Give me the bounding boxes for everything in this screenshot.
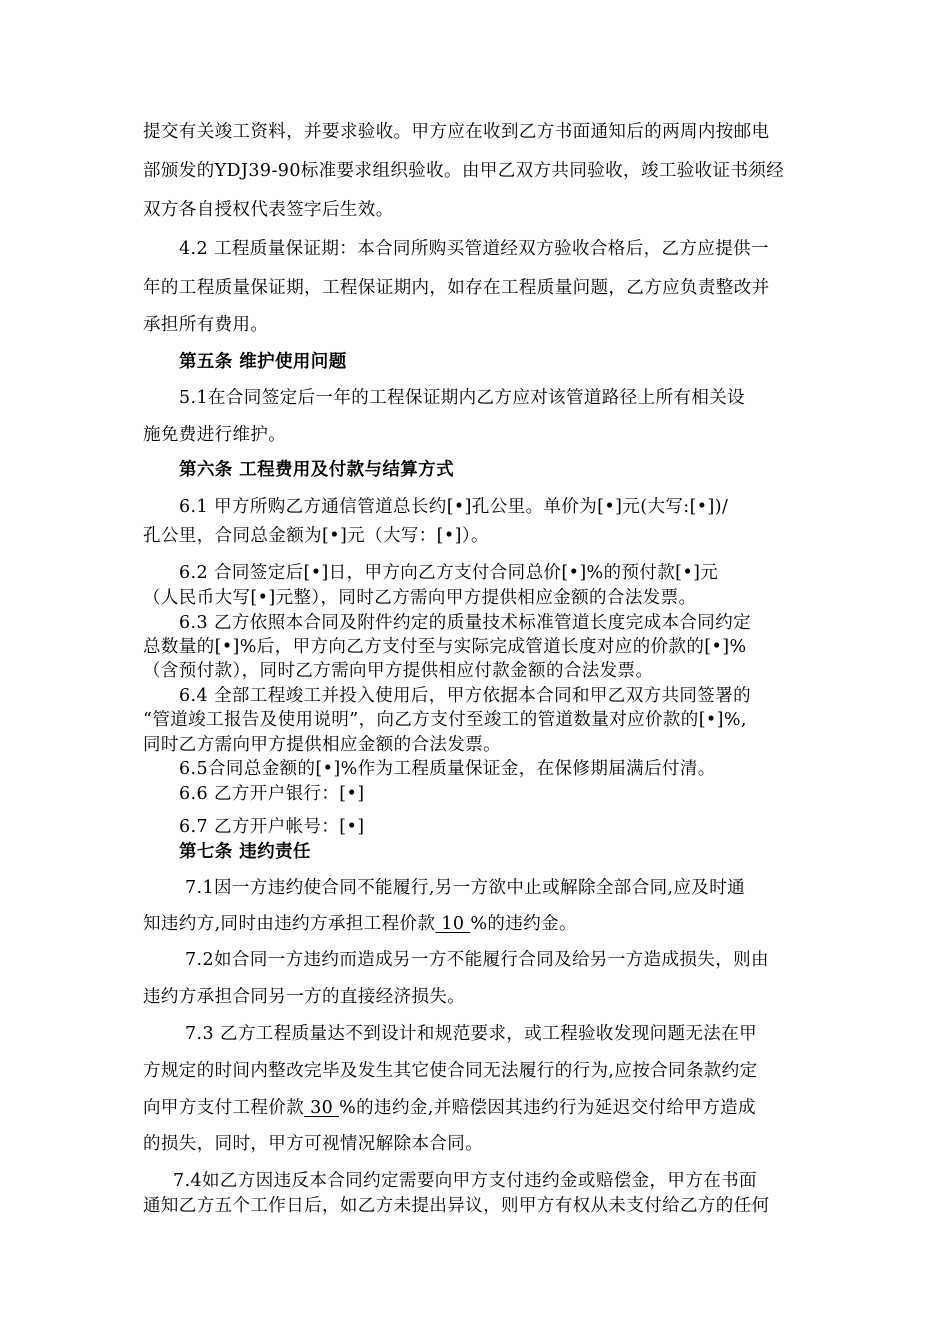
paragraph-line: 7.1因一方违约使合同不能履行,另一方欲中止或解除全部合同,应及时通: [185, 878, 746, 898]
paragraph-line: 6.1 甲方所购乙方通信管道总长约[•]孔公里。单价为[•]元(大写:[•])/: [179, 497, 729, 517]
paragraph-line: 6.6 乙方开户银行：[•]: [179, 784, 365, 804]
line-text: %的违约金,并赔偿因其违约行为延迟交付给甲方造成: [339, 1098, 756, 1118]
paragraph-line: 施免费进行维护。: [143, 425, 287, 445]
section-heading: 第六条 工程费用及付款与结算方式: [179, 460, 454, 480]
paragraph-line: 6.5合同总金额的[•]%作为工程质量保证金，在保修期届满后付清。: [179, 759, 716, 779]
paragraph-line: “管道竣工报告及使用说明”，向乙方支付至竣工的管道数量对应价款的[•]%,: [143, 710, 747, 730]
paragraph-line: 总数量的[•]%后，甲方向乙方支付至与实际完成管道长度对应的价款的[•]%: [143, 637, 747, 657]
paragraph-line: [143, 1097, 756, 1119]
line-text: 向甲方支付工程价款: [143, 1098, 305, 1118]
paragraph-line: （含预付款），同时乙方需向甲方提供相应付款金额的合法发票。: [143, 661, 654, 681]
line-text: %的违约金。: [470, 914, 577, 934]
paragraph-line: 6.7 乙方开户帐号：[•]: [179, 817, 365, 837]
paragraph-line: 的损失，同时，甲方可视情况解除本合同。: [143, 1134, 484, 1154]
paragraph-line: 年的工程质量保证期，工程保证期内，如存在工程质量问题，乙方应负责整改并: [143, 278, 770, 298]
paragraph-line: 提交有关竣工资料，并要求验收。甲方应在收到乙方书面通知后的两周内按邮电: [143, 122, 770, 142]
penalty-rate-blank: 10: [435, 914, 471, 934]
line-text: 知违约方,同时由违约方承担工程价款: [143, 914, 436, 934]
paragraph-line: 5.1在合同签定后一年的工程保证期内乙方应对该管道路径上所有相关设: [179, 388, 746, 408]
section-heading: 第五条 维护使用问题: [179, 352, 347, 372]
paragraph-line: 6.2 合同签定后[•]日，甲方向乙方支付合同总价[•]%的预付款[•]元: [179, 563, 719, 583]
paragraph-line: 4.2 工程质量保证期：本合同所购买管道经双方验收合格后，乙方应提供一: [179, 239, 769, 259]
paragraph-line: 孔公里，合同总金额为[•]元（大写：[•]）。: [143, 526, 489, 546]
paragraph-line: 通知乙方五个工作日后，如乙方未提出异议，则甲方有权从未支付给乙方的任何: [143, 1196, 770, 1216]
paragraph-line: 部颁发的YDJ39-90标准要求组织验收。由甲乙双方共同验收，竣工验收证书须经: [143, 161, 785, 181]
paragraph-line: 7.3 乙方工程质量达不到设计和规范要求，或工程验收发现问题无法在甲: [185, 1024, 757, 1044]
paragraph-line: （人民币大写[•]元整），同时乙方需向甲方提供相应金额的合法发票。: [143, 588, 697, 608]
section-heading: 第七条 违约责任: [179, 842, 311, 862]
paragraph-line: 双方各自授权代表签字后生效。: [143, 200, 394, 220]
paragraph-line: 同时乙方需向甲方提供相应金额的合法发票。: [143, 735, 501, 755]
penalty-rate-blank: 30: [304, 1098, 340, 1118]
paragraph-line: 方规定的时间内整改完毕及发生其它使合同无法履行的行为,应按合同条款约定: [143, 1061, 758, 1081]
paragraph-line: [143, 913, 577, 935]
paragraph-line: 6.4 全部工程竣工并投入使用后，甲方依据本合同和甲乙双方共同签署的: [179, 686, 751, 706]
paragraph-line: 7.4如乙方因违反本合同约定需要向甲方支付违约金或赔偿金，甲方在书面: [173, 1171, 757, 1191]
paragraph-line: 违约方承担合同另一方的直接经济损失。: [143, 987, 466, 1007]
paragraph-line: 6.3 乙方依照本合同及附件约定的质量技术标准管道长度完成本合同约定: [179, 613, 751, 633]
paragraph-line: 承担所有费用。: [143, 315, 269, 335]
paragraph-line: 7.2如合同一方违约而造成另一方不能履行合同及给另一方造成损失，则由: [185, 950, 769, 970]
